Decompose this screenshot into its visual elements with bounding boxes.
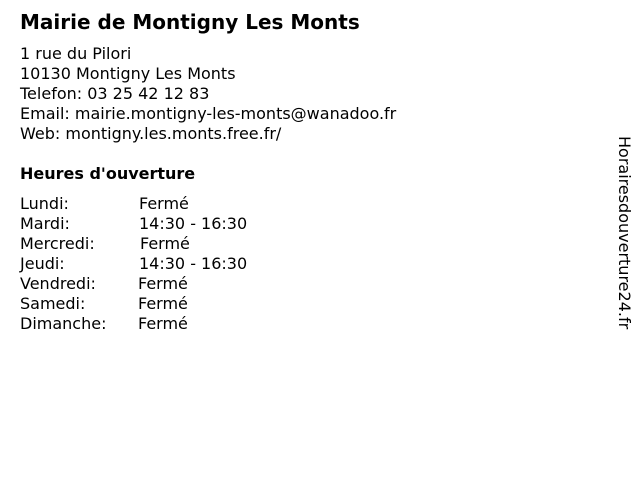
address-block — [20, 44, 396, 144]
hours-value: Fermé — [140, 234, 190, 253]
day-label: Samedi: — [20, 294, 86, 313]
day-label: Dimanche: — [20, 314, 107, 333]
day-label: Jeudi: — [20, 254, 65, 273]
day-label: Mercredi: — [20, 234, 95, 253]
phone-number: Telefon: 03 25 42 12 83 — [20, 84, 210, 103]
email-address: Email: mairie.montigny-les-monts@wanadoo.fr — [20, 104, 397, 123]
day-label: Vendredi: — [20, 274, 96, 293]
day-label: Lundi: — [20, 194, 69, 213]
hours-value: Fermé — [139, 194, 189, 213]
website-address: Web: montigny.les.monts.free.fr/ — [20, 124, 282, 143]
street-address: 1 rue du Pilori — [20, 44, 132, 63]
hours-value: Fermé — [138, 314, 188, 333]
site-brand-vertical: Horairesdouverture24.fr — [615, 136, 634, 330]
day-label: Mardi: — [20, 214, 70, 233]
hours-value: 14:30 - 16:30 — [139, 214, 248, 233]
opening-hours-heading: Heures d'ouverture — [20, 164, 196, 183]
postal-city: 10130 Montigny Les Monts — [20, 64, 236, 83]
page-title: Mairie de Montigny Les Monts — [20, 10, 360, 34]
hours-value: Fermé — [138, 274, 188, 293]
hours-value: Fermé — [138, 294, 188, 313]
hours-value: 14:30 - 16:30 — [139, 254, 248, 273]
